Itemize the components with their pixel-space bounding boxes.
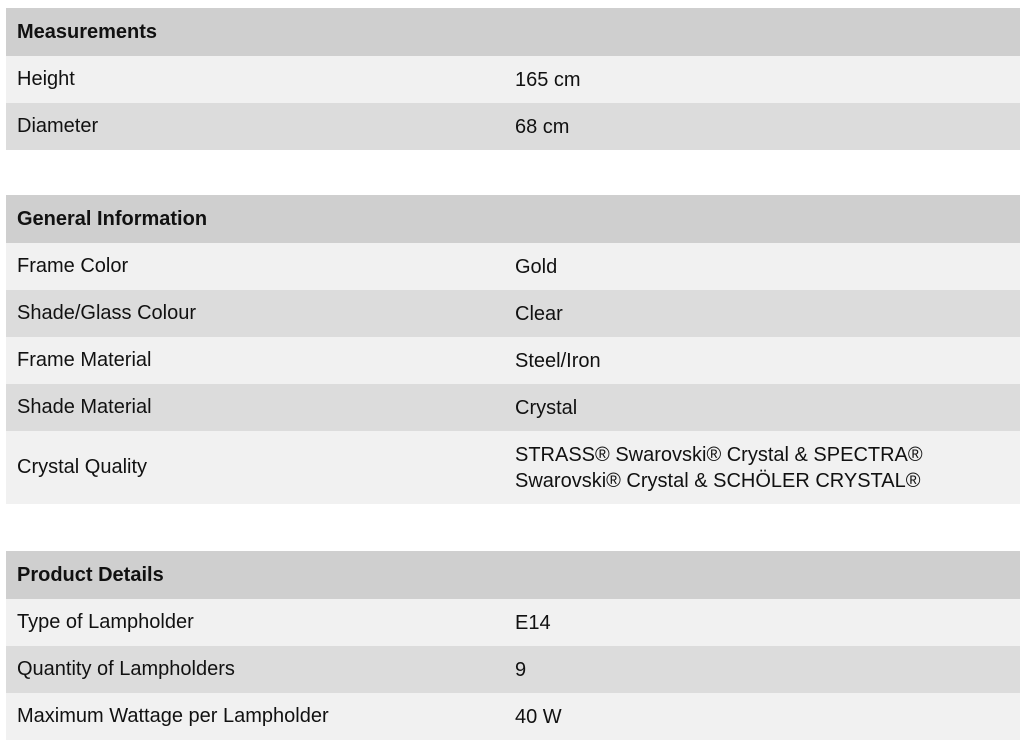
- row-label: Height: [17, 68, 75, 90]
- table-row: [6, 384, 1020, 431]
- measurements-table: [6, 8, 1020, 150]
- row-value: 68 cm: [515, 115, 570, 138]
- table-row: [6, 337, 1020, 384]
- table-row: [6, 290, 1020, 337]
- row-label: Diameter: [17, 115, 99, 137]
- row-value: 9: [515, 658, 527, 681]
- row-label: Shade/Glass Colour: [17, 302, 196, 324]
- row-label: Quantity of Lampholders: [17, 658, 235, 680]
- table-row: [6, 599, 1020, 646]
- section-title: General Information: [6, 195, 1020, 243]
- row-value: Steel/Iron: [515, 349, 601, 372]
- row-value: Clear: [515, 302, 563, 325]
- product-details-table: [6, 551, 1020, 740]
- section-title: Measurements: [6, 8, 1020, 56]
- row-label: Type of Lampholder: [17, 611, 194, 633]
- row-label: Frame Material: [17, 349, 152, 371]
- row-value: STRASS® Swarovski® Crystal & SPECTRA® Swarovski® Crystal & SCHÖLER CRYSTAL®: [515, 443, 923, 492]
- table-row: [6, 431, 1020, 504]
- table-row: [6, 56, 1020, 103]
- table-row: [6, 693, 1020, 740]
- row-label: Crystal Quality: [17, 456, 148, 478]
- row-label: Maximum Wattage per Lampholder: [17, 705, 329, 727]
- row-value: 165 cm: [515, 68, 581, 91]
- table-row: [6, 103, 1020, 150]
- row-value: Crystal: [515, 396, 578, 419]
- row-label: Frame Color: [17, 255, 129, 277]
- table-row: [6, 243, 1020, 290]
- row-label: Shade Material: [17, 396, 152, 418]
- section-title: Product Details: [6, 551, 1020, 599]
- row-value: E14: [515, 611, 551, 634]
- row-value: Gold: [515, 255, 558, 278]
- row-value: 40 W: [515, 705, 562, 728]
- table-row: [6, 646, 1020, 693]
- general-information-table: [6, 195, 1020, 504]
